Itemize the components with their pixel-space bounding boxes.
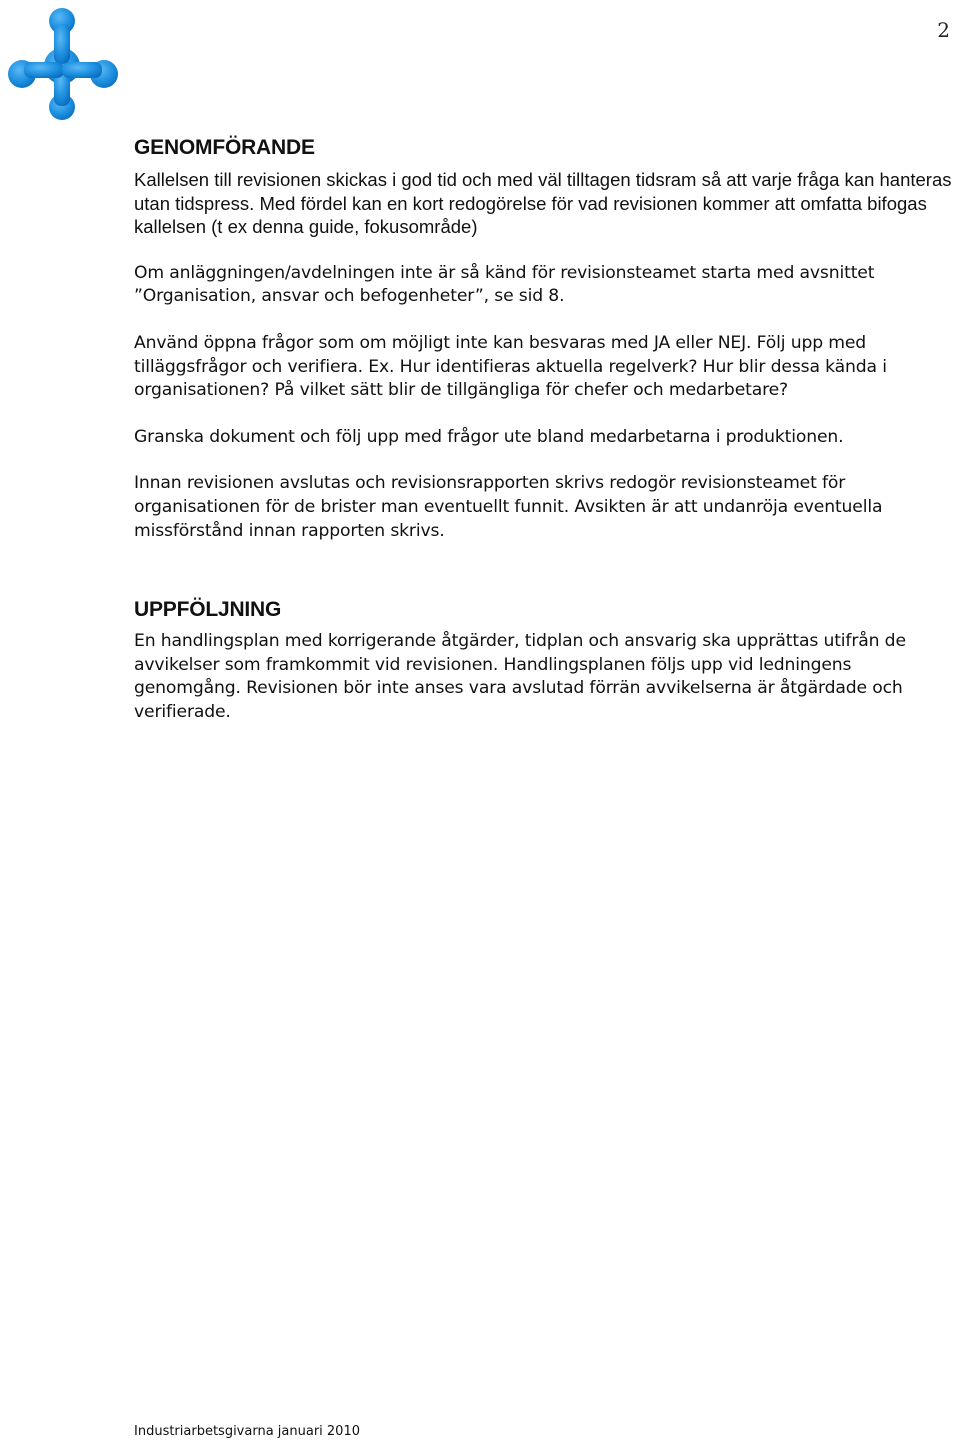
paragraph: En handlingsplan med korrigerande åtgärder, tidplan och ansvarig ska upprättas utifrån de avvikelser som framkommit vid revisionen. Handlingsplanen följs upp vid ledningens genomgång. Revisionen bör inte anses vara avslutad förrän avvikelserna är åtgärdade och verifierade. bbox=[134, 631, 906, 722]
section-heading: GENOMFÖRANDE bbox=[134, 136, 315, 159]
paragraph: Kallelsen till revisionen skickas i god tid och med väl tilltagen tidsram så att varje fråga kan hanteras utan tidspress. Med fördel kan en kort redogörelse för vad revisionen kommer att omfatta bifogas kallelsen (t ex denna guide, fokusområde) bbox=[134, 169, 952, 238]
paragraph: Använd öppna frågor som om möjligt inte kan besvaras med JA eller NEJ. Följ upp med tilläggsfrågor och verifiera. Ex. Hur identifieras aktuella regelverk? Hur blir dessa kända i organisationen? På vilket sätt blir de tillgängliga för chefer och medarbetare? bbox=[134, 332, 887, 401]
document-body bbox=[134, 136, 954, 748]
paragraph: Om anläggningen/avdelningen inte är så känd för revisionsteamet starta med avsnittet ”Organisation, ansvar och befogenheter”, se sid 8. bbox=[134, 262, 875, 307]
section-uppfoljning bbox=[134, 598, 954, 724]
paragraph: Granska dokument och följ upp med frågor ute bland medarbetarna i produktionen. bbox=[134, 426, 844, 447]
company-logo bbox=[4, 4, 124, 124]
section-genomforande bbox=[134, 136, 954, 543]
footer-text: Industriarbetsgivarna januari 2010 bbox=[134, 1424, 360, 1439]
page-number: 2 bbox=[937, 18, 950, 42]
section-spacer bbox=[134, 566, 954, 598]
section-heading: UPPFÖLJNING bbox=[134, 598, 282, 622]
paragraph: Innan revisionen avslutas och revisionsrapporten skrivs redogör revisionsteamet för organisationen för de brister man eventuellt funnit. Avsikten är att undanröja eventuella missförstånd innan rapporten skrivs. bbox=[134, 473, 883, 541]
